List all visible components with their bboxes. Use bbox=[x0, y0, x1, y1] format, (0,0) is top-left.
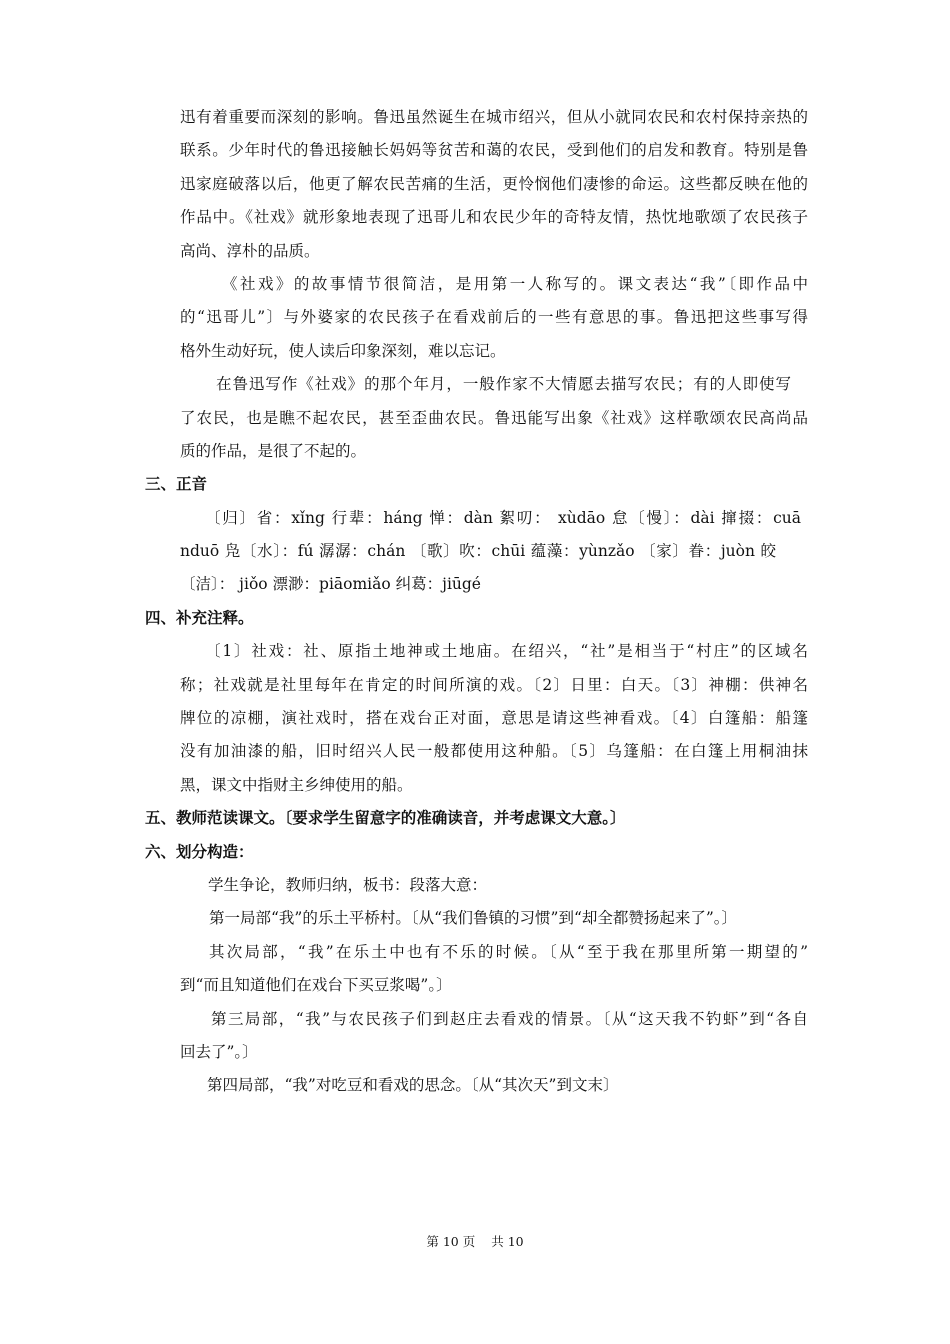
text-line: nduō 凫〔水〕：fú 潺潺：chán 〔歌〕吹：chūi 蕴藻：yùnzǎo 〔家〕眷：juòn 皎 bbox=[180, 542, 776, 561]
text-line: 的“迅哥儿”〕与外婆家的农民孩子在看戏前后的一些有意思的事。鲁迅把这些事写得 bbox=[180, 308, 808, 327]
page-total: 共 10 bbox=[491, 1234, 524, 1249]
text-line: 黑，课文中指财主乡绅使用的船。 bbox=[180, 775, 413, 794]
text-line: 〔1〕社戏：社、原指土地神或土地庙。在绍兴，“社”是相当于“村庄”的区域名 bbox=[205, 642, 808, 661]
text-line: 迅家庭破落以后，他更了解农民苦痛的生活，更怜悯他们凄惨的命运。这些都反映在他的 bbox=[180, 174, 808, 193]
text-line: 高尚、淳朴的品质。 bbox=[180, 241, 320, 260]
text-line: 〔归〕省：xǐng 行辈：háng 惮：dàn 絮叨： xùdāo 怠〔慢〕：dài 撺掇：cuā bbox=[205, 508, 801, 527]
text-line: 回去了”。〕 bbox=[180, 1042, 258, 1061]
section-heading: 六、划分构造： bbox=[145, 842, 254, 861]
page-footer bbox=[0, 1232, 950, 1250]
text-line: 迅有着重要而深刻的影响。鲁迅虽然诞生在城市绍兴，但从小就同农民和农村保持亲热的 bbox=[180, 108, 808, 126]
text-line: 在鲁迅写作《社戏》的那个年月，一般作家不大情愿去描写农民；有的人即使写 bbox=[216, 375, 791, 394]
section-heading: 五、教师范读课文。〔要求学生留意字的准确读音，并考虑课文大意。〕 bbox=[145, 809, 626, 828]
text-line: 格外生动好玩，使人读后印象深刻，难以忘记。 bbox=[180, 341, 506, 360]
text-line: 其次局部，“我”在乐土中也有不乐的时候。〔从“至于我在那里所第一期望的” bbox=[209, 942, 808, 961]
text-line: 学生争论，教师归纳，板书：段落大意： bbox=[208, 875, 488, 894]
text-line: 牌位的凉棚，演社戏时，搭在戏台正对面，意思是请这些神看戏。〔4〕白篷船：船篷 bbox=[180, 709, 808, 728]
section-heading: 四、补充注释。 bbox=[145, 608, 254, 627]
text-line: 了农民，也是瞧不起农民，甚至歪曲农民。鲁迅能写出象《社戏》这样歌颂农民高尚品 bbox=[180, 408, 808, 427]
text-line: 作品中。《社戏》就形象地表现了迅哥儿和农民少年的奇特友情，热忱地歌颂了农民孩子 bbox=[180, 208, 808, 227]
section-heading: 三、正音 bbox=[145, 475, 208, 494]
text-line: 〔洁〕： jiǒo 漂渺：piāomiǎo 纠葛：jiūgé bbox=[180, 575, 481, 594]
text-line: 联系。少年时代的鲁迅接触长妈妈等贫苦和蔼的农民，受到他们的启发和教育。特别是鲁 bbox=[180, 141, 808, 160]
text-line: 第一局部“我”的乐土平桥村。〔从“我们鲁镇的习惯”到“却全都赞扬起来了”。〕 bbox=[209, 909, 738, 928]
text-line: 称；社戏就是社里每年在肯定的时间所演的戏。〔2〕日里：白天。〔3〕神棚：供神名 bbox=[180, 675, 808, 694]
text-line: 《社戏》的故事情节很简洁，是用第一人称写的。课文表达“我”〔即作品中 bbox=[222, 274, 808, 293]
text-line: 第三局部，“我”与农民孩子们到赵庄去看戏的情景。〔从“这天我不钓虾”到“各自 bbox=[211, 1009, 808, 1028]
page-number: 第 10 页 bbox=[426, 1234, 476, 1249]
text-line: 到“而且知道他们在戏台下买豆浆喝”。〕 bbox=[180, 976, 452, 995]
text-line: 没有加油漆的船，旧时绍兴人民一般都使用这种船。〔5〕乌篷船：在白篷上用桐油抹 bbox=[180, 742, 808, 761]
text-line: 质的作品，是很了不起的。 bbox=[180, 441, 367, 460]
text-line: 第四局部，“我”对吃豆和看戏的思念。〔从“其次天”到文末〕 bbox=[207, 1076, 619, 1095]
document-body bbox=[145, 101, 808, 1103]
